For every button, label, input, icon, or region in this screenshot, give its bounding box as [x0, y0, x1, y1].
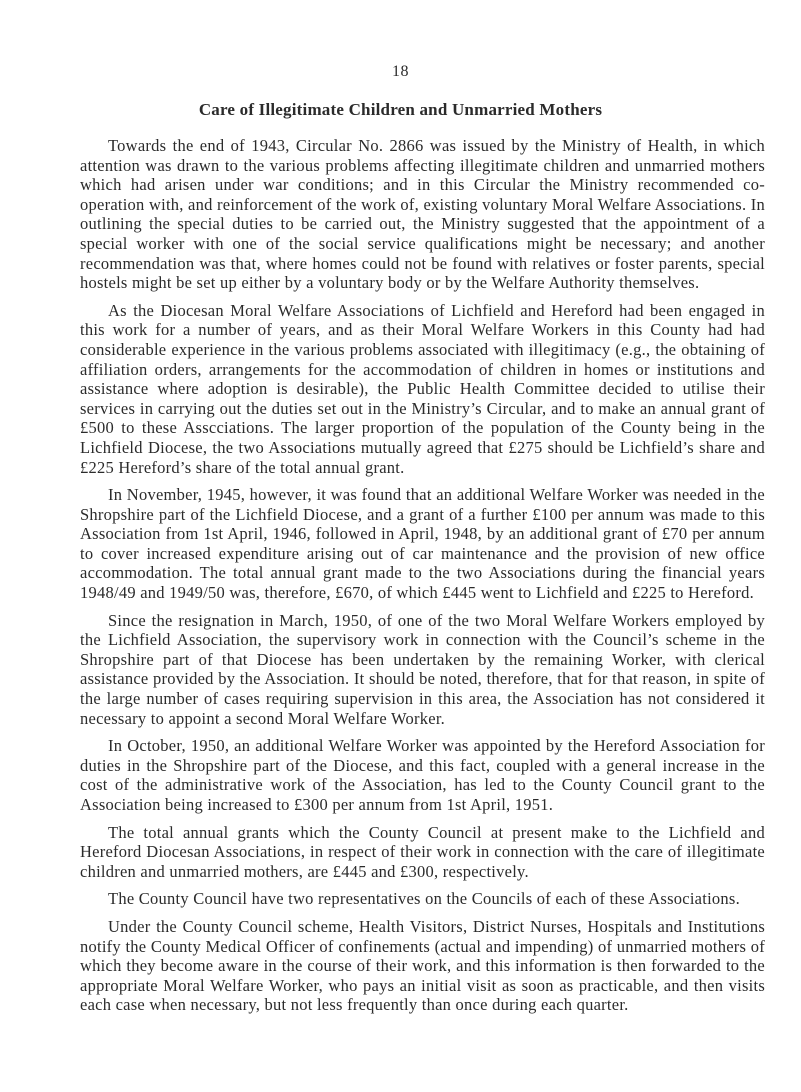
body-text — [80, 136, 765, 1023]
section-heading: Care of Illegitimate Children and Unmarried Mothers — [198, 100, 603, 119]
paragraph: The total annual grants which the County Council at present make to the Lichfield and Hereford Diocesan Associations, in respect of their work in connection with the care of illegitimate children and unmarried mothers, are £445 and £300, respectively. — [80, 822, 765, 881]
paragraph: Since the resignation in March, 1950, of one of the two Moral Welfare Workers employed by the Lichfield Association, the supervisory work in connection with the Council’s scheme in the Shropshire part of that Diocese has been undertaken by the remaining Worker, with clerical assistance provided by the Association. It should be noted, therefore, that for that reason, in spite of the large number of cases requiring supervision in this area, the Association has not considered it necessary to appoint a second Moral Welfare Worker. — [80, 610, 765, 728]
paragraph: In November, 1945, however, it was found that an additional Welfare Worker was needed in the Shropshire part of the Lichfield Diocese, and a grant of a further £100 per annum was made to this Association from 1st April, 1946, followed in April, 1948, by an additional grant of £70 per annum to cover increased expenditure arising out of car maintenance and the provision of new office accommodation. The total annual grant made to the two Associations during the financial years 1948/49 and 1949/50 was, therefore, £670, of which £445 went to Lichfield and £225 to Hereford. — [80, 485, 765, 603]
paragraph: In October, 1950, an additional Welfare Worker was appointed by the Hereford Association for duties in the Shropshire part of the Diocese, and this fact, coupled with a general increase in the cost of the administrative work of the Association, has led to the County Council grant to the Association being increased to £300 per annum from 1st April, 1951. — [80, 736, 765, 814]
paragraph: Towards the end of 1943, Circular No. 2866 was issued by the Ministry of Health, in which attention was drawn to the various problems affecting illegitimate children and unmarried mothers which had arisen under war conditions; and in this Circular the Ministry recommended co-operation with, and reinforcement of the work of, existing voluntary Moral Welfare Associations. In outlining the special duties to be carried out, the Ministry suggested that the appointment of a special worker with one of the social service qualifications might be necessary; and another recommendation was that, where homes could not be found with relatives or foster parents, special hostels might be set up either by a voluntary body or by the Welfare Authority themselves. — [80, 136, 765, 293]
paragraph: As the Diocesan Moral Welfare Associations of Lichfield and Hereford had been engaged in this work for a number of years, and as their Moral Welfare Workers in this County had had considerable experience in the various problems associated with illegitimacy (e.g., the obtaining of affiliation orders, arrangements for the accommodation of children in homes or institutions and assistance where adoption is desirable), the Public Health Committee decided to utilise their services in carrying out the duties set out in the Ministry’s Circular, and to make an annual grant of £500 to these Asscciations. The larger proportion of the population of the County being in the Lichfield Diocese, the two Associations mutually agreed that £275 should be Lichfield’s share and £225 Hereford’s share of the total annual grant. — [80, 300, 765, 477]
paragraph: Under the County Council scheme, Health Visitors, District Nurses, Hospitals and Institutions notify the County Medical Officer of confinements (actual and impending) of unmarried mothers of which they become aware in the course of their work, and this information is then forwarded to the appropriate Moral Welfare Worker, who pays an initial visit as soon as practicable, and then visits each case when necessary, but not less frequently than once during each quarter. — [80, 916, 765, 1015]
paragraph: The County Council have two representatives on the Councils of each of these Associations. — [108, 889, 740, 909]
page-number: 18 — [392, 63, 409, 80]
